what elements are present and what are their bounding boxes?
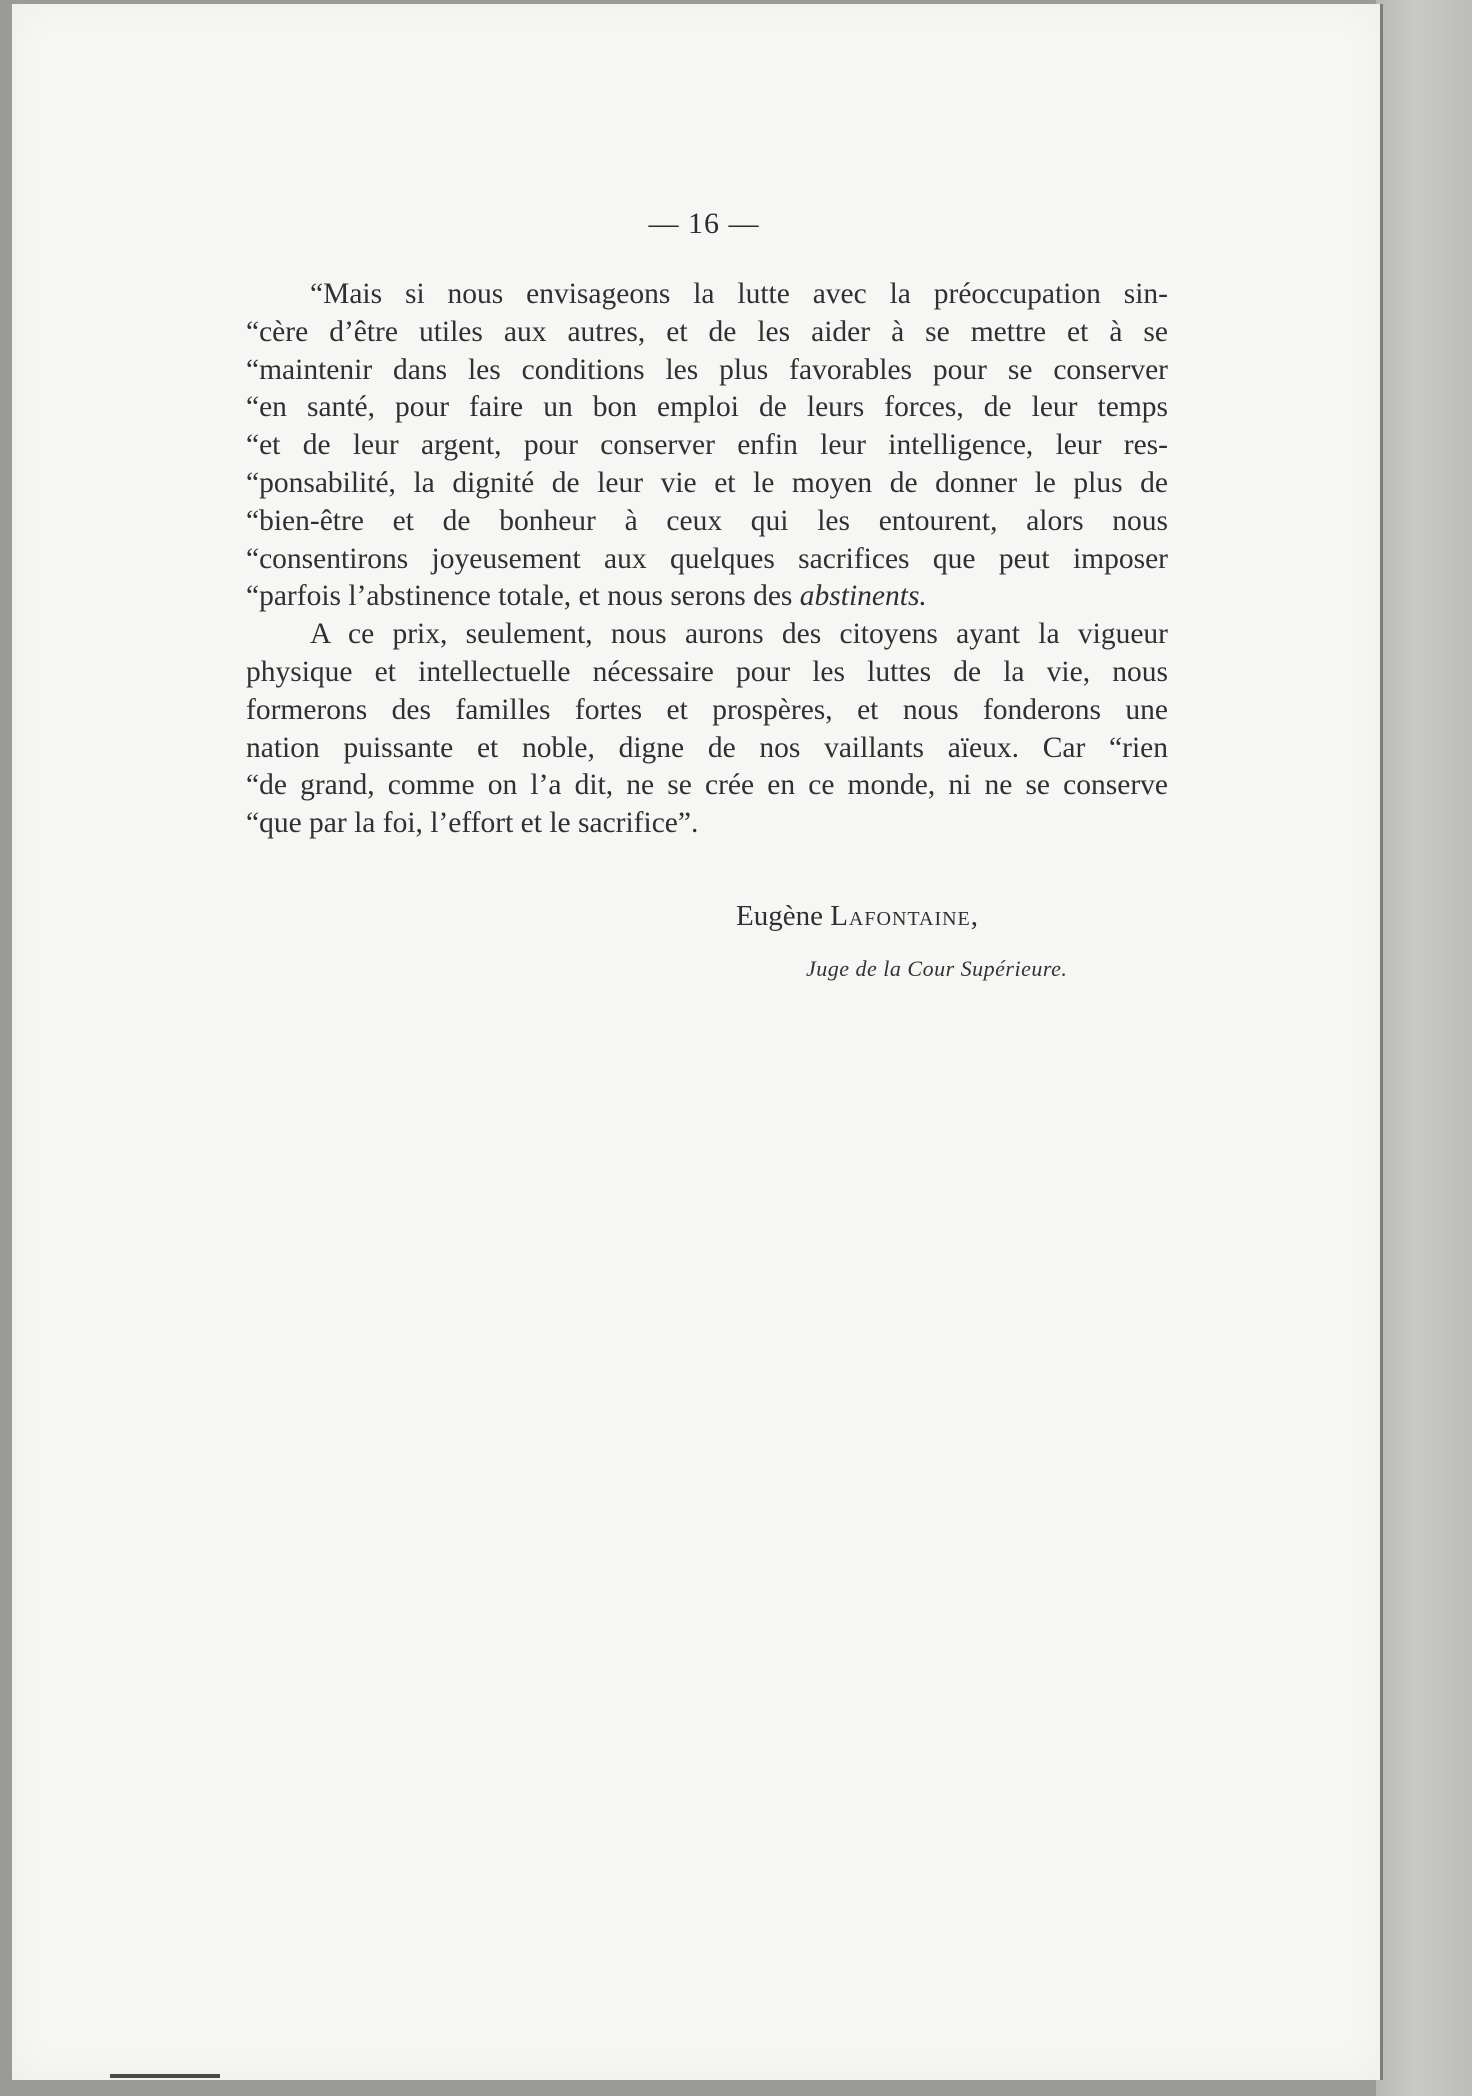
paragraph-quote bbox=[246, 276, 1168, 616]
text-line: “cère d’être utiles aux autres, et de les aider à se mettre et à se bbox=[246, 315, 1168, 348]
text-line bbox=[246, 578, 1168, 616]
text-span: “parfois l’abstinence totale, et nous serons des bbox=[246, 580, 800, 613]
text-line: A ce prix, seulement, nous aurons des citoyens ayant la vigueur bbox=[310, 618, 1168, 651]
text-line: physique et intellectuelle nécessaire pour les luttes de la vie, nous bbox=[246, 655, 1168, 688]
emphasis-text: abstinents. bbox=[799, 580, 927, 613]
text-line: “maintenir dans les conditions les plus favorables pour se conserver bbox=[246, 353, 1168, 386]
text-line: “que par la foi, l’effort et le sacrifice”. bbox=[246, 807, 699, 840]
signature-name bbox=[736, 900, 979, 933]
text-line: “Mais si nous envisageons la lutte avec la préoccupation sin- bbox=[310, 278, 1168, 310]
scan-mark bbox=[110, 2074, 220, 2078]
text-line: “de grand, comme on l’a dit, ne se crée en ce monde, ni ne se conserve bbox=[246, 769, 1168, 802]
page-number: — 16 — bbox=[648, 207, 760, 240]
text-line: “et de leur argent, pour conserver enfin leur intelligence, leur res- bbox=[246, 429, 1168, 462]
text-line: “ponsabilité, la dignité de leur vie et le moyen de donner le plus de bbox=[246, 466, 1168, 499]
text-line: “bien-être et de bonheur à ceux qui les entourent, alors nous bbox=[246, 504, 1168, 537]
body-text bbox=[246, 276, 1168, 843]
text-line: “consentirons joyeusement aux quelques sacrifices que peut imposer bbox=[246, 542, 1168, 575]
text-line: “en santé, pour faire un bon emploi de leurs forces, de leur temps bbox=[246, 391, 1168, 424]
signature-last-name: Lafontaine, bbox=[830, 900, 980, 932]
text-line: formerons des familles fortes et prospères, et nous fonderons une bbox=[246, 693, 1168, 726]
signature-first-name: Eugène bbox=[736, 900, 831, 932]
signature-title: Juge de la Cour Supérieure. bbox=[806, 956, 1068, 981]
cover-edge bbox=[1376, 0, 1472, 2096]
text-line: nation puissante et noble, digne de nos vaillants aïeux. Car “rien bbox=[246, 731, 1168, 764]
paragraph-conclusion bbox=[246, 616, 1168, 843]
